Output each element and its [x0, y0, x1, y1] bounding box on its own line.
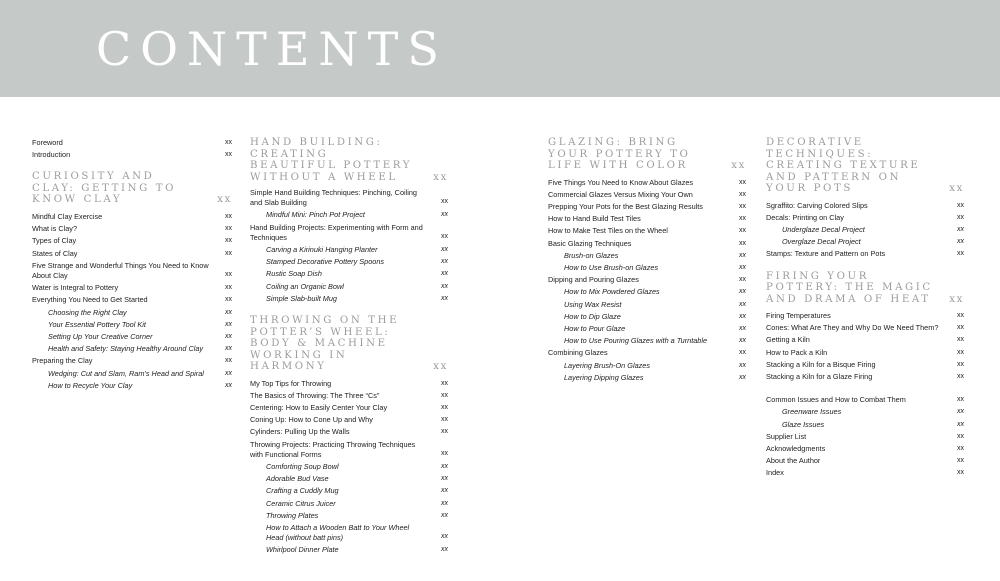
entry-title: How to Pack a Kiln [766, 347, 828, 357]
entry-title: Glaze Issues [782, 419, 825, 429]
entry-page-number: xx [957, 201, 964, 209]
toc-entry [32, 282, 232, 294]
toc-entry [250, 414, 448, 426]
toc-entry [32, 261, 232, 281]
entry-page-number: xx [225, 284, 232, 292]
entry-page-number: xx [957, 420, 964, 428]
section-title: FIRING YOUR POTTERY: THE MAGIC AND DRAMA OF HEAT [766, 270, 933, 305]
toc-entry [250, 390, 448, 402]
entry-title: Simple Slab-built Mug [266, 293, 337, 303]
entry-title: Throwing Plates [266, 510, 319, 520]
entry-page-number: xx [441, 258, 448, 266]
entry-title: Mindful Mini: Pinch Pot Project [266, 210, 365, 220]
entry-title: Ceramic Citrus Juicer [266, 498, 336, 508]
toc-entry [548, 238, 746, 250]
entry-page-number: xx [957, 373, 964, 381]
toc-subentry [548, 299, 746, 311]
toc-subentry [250, 485, 448, 497]
entry-title: Types of Clay [32, 236, 77, 246]
entry-title: Preparing the Clay [32, 356, 93, 366]
entry-page-number: xx [441, 246, 448, 254]
entry-title: Basic Glazing Techniques [548, 238, 632, 248]
entry-title: Using Wax Resist [564, 299, 622, 309]
entry-title: Centering: How to Easily Center Your Clay [250, 402, 388, 412]
toc-subentry [250, 510, 448, 522]
toc-entry [32, 137, 232, 149]
toc-subentry [32, 368, 232, 380]
toc-entry [766, 200, 964, 212]
entry-title: Coiling an Organic Bowl [266, 281, 344, 291]
toc-entry [766, 371, 964, 383]
entry-page-number: xx [739, 251, 746, 259]
entry-title: Cones: What Are They and Why Do We Need Them? [766, 323, 939, 333]
entry-title: Simple Hand Building Techniques: Pinching, Coiling and Slab Building [250, 188, 417, 208]
entry-page-number: xx [739, 227, 746, 235]
toc-subentry [250, 268, 448, 280]
entry-page-number: xx [225, 139, 232, 146]
toc-subentry [548, 262, 746, 274]
entry-page-number: xx [957, 396, 964, 404]
entry-title: Hand Building Projects: Experimenting with Form and Techniques [250, 222, 423, 242]
toc-entry [766, 322, 964, 334]
entry-page-number: xx [225, 270, 232, 278]
entry-page-number: xx [957, 457, 964, 465]
entry-title: Stamps: Texture and Pattern on Pots [766, 249, 886, 259]
toc-section-heading [548, 137, 746, 172]
toc-subentry [250, 461, 448, 473]
entry-page-number: xx [957, 250, 964, 258]
entry-title: How to Make Test Tiles on the Wheel [548, 226, 668, 236]
entry-page-number: xx [739, 361, 746, 369]
entry-page-number: xx [441, 211, 448, 219]
entry-page-number: xx [957, 348, 964, 356]
toc-subentry [32, 331, 232, 343]
entry-title: Index [766, 468, 784, 478]
toc-entry [32, 223, 232, 235]
entry-page-number: xx [225, 345, 232, 353]
entry-page-number: xx [957, 324, 964, 332]
entry-title: How to Hand Build Test Tiles [548, 214, 641, 224]
entry-title: Cylinders: Pulling Up the Walls [250, 427, 350, 437]
section-title: HAND BUILDING: CREATING BEAUTIFUL POTTERY WITHOUT A WHEEL [250, 137, 413, 183]
entry-title: Coning Up: How to Cone Up and Why [250, 415, 373, 425]
entry-page-number: xx [225, 369, 232, 377]
entry-page-number: xx [957, 360, 964, 368]
entry-page-number: xx [957, 432, 964, 440]
entry-page-number: xx [957, 225, 964, 233]
toc-subentry [250, 473, 448, 485]
toc-subentry [766, 236, 964, 248]
toc-section-heading [766, 271, 964, 306]
entry-page-number: xx [441, 499, 448, 507]
entry-title: Greenware Issues [782, 407, 842, 417]
entry-page-number: xx [739, 337, 746, 345]
entry-title: How to Pour Glaze [564, 323, 626, 333]
toc-entry [250, 188, 448, 208]
toc-entry [766, 431, 964, 443]
entry-page-number: xx [441, 416, 448, 424]
entry-page-number: xx [225, 320, 232, 328]
entry-page-number: xx [441, 533, 448, 541]
entry-page-number: xx [441, 270, 448, 278]
page-title: CONTENTS [96, 22, 448, 76]
section-title: CURIOSITY AND CLAY: GETTING TO KNOW CLAY [32, 171, 177, 206]
toc-section-heading [32, 171, 232, 206]
entry-page-number: xx [225, 357, 232, 365]
entry-title: Dipping and Pouring Glazes [548, 275, 639, 285]
toc-subentry [548, 335, 746, 347]
toc-entry [766, 394, 964, 406]
toc-entry [32, 248, 232, 260]
entry-title: Adorable Bud Vase [266, 474, 329, 484]
toc-entry [32, 355, 232, 367]
entry-title: Five Things You Need to Know About Glazes [548, 177, 694, 187]
entry-page-number: xx [441, 511, 448, 519]
entry-page-number: xx [957, 445, 964, 453]
entry-title: Common Issues and How to Combat Them [766, 395, 906, 405]
entry-title: Comforting Soup Bowl [266, 461, 339, 471]
toc-entry [32, 235, 232, 247]
entry-title: How to Use Brush-on Glazes [564, 262, 659, 272]
section-page-number: xx [731, 160, 746, 171]
toc-entry [766, 347, 964, 359]
toc-subentry [548, 286, 746, 298]
entry-title: Acknowledgments [766, 444, 826, 454]
entry-page-number: xx [957, 408, 964, 416]
toc-entry [766, 467, 964, 479]
section-title: GLAZING: BRING YOUR POTTERY TO LIFE WITH COLOR [548, 137, 691, 171]
toc-subentry [32, 380, 232, 392]
entry-page-number: xx [441, 391, 448, 399]
entry-title: The Basics of Throwing: The Three “Cs” [250, 390, 380, 400]
toc-entry [766, 248, 964, 260]
toc-entry [32, 211, 232, 223]
entry-title: Everything You Need to Get Started [32, 295, 148, 305]
toc-subentry [548, 250, 746, 262]
toc-subentry [766, 224, 964, 236]
entry-page-number: xx [441, 379, 448, 387]
entry-title: Getting a Kiln [766, 335, 810, 345]
toc-subentry [250, 244, 448, 256]
entry-page-number: xx [441, 449, 448, 457]
toc-subentry [250, 209, 448, 221]
entry-page-number: xx [225, 212, 232, 220]
entry-title: Layering Brush-On Glazes [564, 360, 650, 370]
toc-subentry [548, 372, 746, 384]
toc-subentry [250, 523, 448, 543]
section-page-number: xx [949, 183, 964, 194]
entry-title: How to Mix Powdered Glazes [564, 287, 660, 297]
entry-page-number: xx [739, 239, 746, 247]
entry-title: Introduction [32, 150, 71, 160]
toc-entry [766, 443, 964, 455]
entry-page-number: xx [957, 213, 964, 221]
entry-page-number: xx [739, 215, 746, 223]
entry-title: Water is Integral to Pottery [32, 283, 119, 293]
entry-page-number: xx [441, 487, 448, 495]
entry-page-number: xx [957, 336, 964, 344]
entry-title: Stacking a Kiln for a Glaze Firing [766, 372, 873, 382]
entry-page-number: xx [739, 263, 746, 271]
toc-subentry [548, 311, 746, 323]
entry-title: Whirlpool Dinner Plate [266, 545, 339, 555]
entry-title: States of Clay [32, 248, 78, 258]
entry-page-number: xx [225, 332, 232, 340]
entry-page-number: xx [441, 232, 448, 240]
toc-entry [32, 294, 232, 306]
toc-column-2 [250, 137, 448, 557]
entry-title: Rustic Soap Dish [266, 269, 322, 279]
entry-title: Underglaze Decal Project [782, 224, 865, 234]
entry-page-number: xx [739, 288, 746, 296]
toc-section-heading [766, 137, 964, 195]
entry-title: How to Use Pouring Glazes with a Turntable [564, 336, 708, 346]
toc-subentry [766, 419, 964, 431]
entry-page-number: xx [739, 202, 746, 210]
entry-page-number: xx [441, 294, 448, 302]
entry-page-number: xx [441, 403, 448, 411]
spacer [766, 383, 964, 394]
toc-section-heading [250, 137, 448, 183]
entry-title: Layering Dipping Glazes [564, 372, 644, 382]
entry-page-number: xx [441, 475, 448, 483]
toc-entry [766, 334, 964, 346]
entry-title: Overglaze Decal Project [782, 237, 861, 247]
entry-title: My Top Tips for Throwing [250, 378, 332, 388]
section-page-number: xx [433, 171, 448, 183]
entry-page-number: xx [441, 546, 448, 554]
entry-title: Health and Safety: Staying Healthy Around Clay [48, 344, 204, 354]
entry-page-number: xx [957, 469, 964, 477]
entry-title: Combining Glazes [548, 348, 608, 358]
entry-page-number: xx [957, 312, 964, 320]
toc-subentry [250, 498, 448, 510]
entry-page-number: xx [225, 381, 232, 389]
toc-entry [548, 189, 746, 201]
toc-subentry [32, 343, 232, 355]
entry-page-number: xx [739, 276, 746, 284]
entry-title: How to Recycle Your Clay [48, 380, 133, 390]
entry-title: Brush-on Glazes [564, 250, 619, 260]
toc-subentry [548, 323, 746, 335]
entry-title: Prepping Your Pots for the Best Glazing Results [548, 201, 703, 211]
entry-page-number: xx [225, 225, 232, 233]
entry-page-number: xx [441, 462, 448, 470]
entry-title: Stamped Decorative Pottery Spoons [266, 257, 385, 267]
toc-entry [250, 440, 448, 460]
toc-entry [766, 359, 964, 371]
entry-title: Choosing the Right Clay [48, 307, 127, 317]
entry-title: About the Author [766, 456, 821, 466]
entry-title: Crafting a Cuddly Mug [266, 486, 339, 496]
entry-page-number: xx [441, 282, 448, 290]
entry-page-number: xx [739, 373, 746, 381]
entry-title: How to Dip Glaze [564, 311, 621, 321]
entry-title: Your Essential Pottery Tool Kit [48, 319, 146, 329]
entry-title: Mindful Clay Exercise [32, 211, 103, 221]
toc-column-4 [766, 137, 964, 480]
entry-page-number: xx [441, 198, 448, 206]
toc-entry [250, 378, 448, 390]
toc-entry [548, 213, 746, 225]
toc-entry [250, 223, 448, 243]
entry-page-number: xx [739, 300, 746, 308]
toc-entry [766, 310, 964, 322]
toc-entry [250, 426, 448, 438]
toc-entry [548, 201, 746, 213]
entry-page-number: xx [225, 296, 232, 304]
section-page-number: xx [949, 293, 964, 305]
entry-page-number: xx [225, 249, 232, 257]
entry-page-number: xx [225, 151, 232, 159]
toc-column-3 [548, 137, 746, 384]
toc-subentry [32, 319, 232, 331]
toc-entry [32, 149, 232, 161]
toc-entry [250, 402, 448, 414]
section-page-number: xx [217, 194, 232, 206]
entry-title: Foreword [32, 138, 63, 147]
entry-title: How to Attach a Wooden Batt to Your Wheel Head (without batt pins) [266, 522, 410, 543]
toc-subentry [250, 293, 448, 305]
entry-page-number: xx [739, 190, 746, 198]
toc-column-1 [32, 137, 232, 392]
entry-title: Sgraffito: Carving Colored Slips [766, 200, 868, 210]
entry-page-number: xx [739, 178, 746, 186]
entry-page-number: xx [225, 308, 232, 316]
toc-entry [548, 274, 746, 286]
entry-title: Setting Up Your Creative Corner [48, 331, 153, 341]
entry-title: Throwing Projects: Practicing Throwing Techniques with Functional Forms [250, 439, 416, 459]
entry-title: Decals: Printing on Clay [766, 212, 844, 222]
entry-page-number: xx [957, 238, 964, 246]
toc-subentry [766, 406, 964, 418]
toc-subentry [250, 256, 448, 268]
toc-subentry [250, 544, 448, 556]
toc-entry [548, 177, 746, 189]
header-band [0, 0, 1000, 97]
entry-page-number: xx [441, 428, 448, 436]
section-title: DECORATIVE TECHNIQUES: CREATING TEXTURE AND PATTERN ON YOUR POTS [766, 137, 921, 194]
toc-entry [548, 225, 746, 237]
entry-title: Supplier List [766, 431, 807, 441]
entry-title: Wedging: Cut and Slam, Ram’s Head and Spiral [48, 368, 204, 378]
toc-entry [766, 455, 964, 467]
toc-entry [548, 347, 746, 359]
toc-subentry [32, 307, 232, 319]
section-page-number: xx [433, 361, 448, 373]
entry-title: Stacking a Kiln for a Bisque Firing [766, 359, 876, 369]
entry-title: Carving a Kirinuki Hanging Planter [266, 245, 378, 255]
toc-subentry [548, 360, 746, 372]
section-title: THROWING ON THE POTTER’S WHEEL: BODY & MACHINE WORKING IN HARMONY [250, 315, 400, 373]
entry-page-number: xx [739, 324, 746, 332]
entry-title: Commercial Glazes Versus Mixing Your Own [548, 189, 693, 199]
entry-title: What is Clay? [32, 224, 78, 234]
entry-title: Five Strange and Wonderful Things You Need to Know About Clay [32, 260, 209, 280]
toc-subentry [250, 281, 448, 293]
entry-page-number: xx [739, 312, 746, 320]
entry-page-number: xx [739, 349, 746, 357]
toc-entry [766, 212, 964, 224]
toc-section-heading [250, 315, 448, 373]
entry-page-number: xx [225, 237, 232, 245]
entry-title: Firing Temperatures [766, 311, 831, 321]
